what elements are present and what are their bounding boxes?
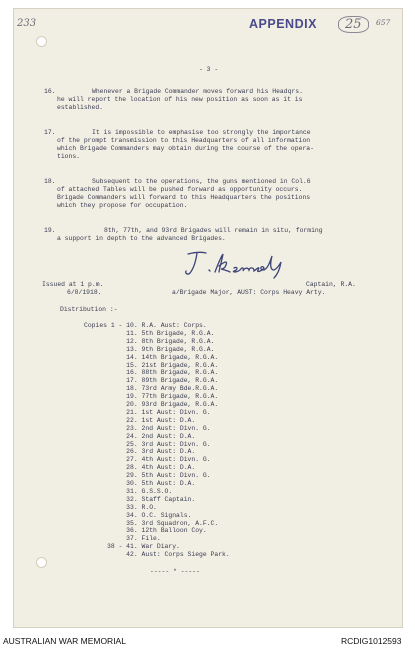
distribution-entry: 23. 2nd Aust: Divn. G. [84, 424, 211, 432]
handwritten-ref-small: 657 [376, 18, 391, 27]
distribution-entry: 28. 4th Aust: D.A. [84, 464, 196, 472]
paragraph-line: established. [57, 104, 104, 111]
distribution-entry: 20. 93rd Brigade, R.G.A. [84, 401, 219, 408]
handwritten-ref-right: 25 [338, 16, 369, 33]
punch-hole [36, 36, 47, 47]
paragraph-line: Brigade Commanders will forward to this Headquarters the positions [57, 194, 311, 201]
footer-record-id: RCDIG1012593 [341, 636, 402, 646]
distribution-entry: 26. 3rd Aust: D.A. [84, 448, 196, 456]
distribution-entry: 19. 77th Brigade, R.G.A. [84, 393, 219, 401]
paragraph-number: 17. [44, 129, 56, 136]
signature-role: a/Brigade Major, AUST: Corps Heavy Arty. [172, 289, 326, 296]
handwritten-signature [182, 248, 290, 280]
issued-time: Issued at 1 p.m. [42, 281, 104, 288]
paragraph-line: of the prompt transmission to this Headquarters of all information [57, 137, 311, 144]
paragraph-line: which they propose for occupation. [57, 202, 188, 209]
paragraph-number: 16. [44, 88, 56, 95]
page-number: - 3 - [199, 66, 219, 73]
appendix-label: APPENDIX [249, 17, 317, 31]
distribution-entry: Copies 1 - 10. R.A. Aust: Corps. [84, 322, 207, 329]
paragraph-line: tions. [57, 153, 81, 160]
distribution-entry: 14. 14th Brigade, R.G.A. [84, 353, 219, 361]
signature-rank: Captain, R.A. [306, 281, 356, 288]
distribution-entry: 17. 89th Brigade, R.G.A. [84, 377, 219, 385]
distribution-entry: 35. 3rd Squadron, A.F.C. [84, 519, 219, 527]
paragraph-line: a support in depth to the advanced Brigades. [57, 235, 226, 242]
paragraph-line: he will report the location of his new position as soon as it is [57, 96, 303, 103]
distribution-entry: 33. R.O. [84, 503, 157, 511]
distribution-entry: 36. 12th Balloon Coy. [84, 527, 207, 535]
distribution-entry: 15. 21st Brigade, R.G.A. [84, 361, 219, 369]
distribution-entry: 18. 73rd Army Bde.R.G.A. [84, 385, 219, 393]
distribution-entry: 32. Staff Captain. [84, 495, 196, 503]
paragraph-line: 8th, 77th, and 93rd Brigades will remain in situ, forming [104, 227, 323, 234]
end-mark: ----- * ----- [150, 568, 200, 575]
distribution-entry: 21. 1st Aust: Divn. G. [84, 408, 211, 416]
distribution-entry: 27. 4th Aust: Divn. G. [84, 456, 211, 464]
distribution-entry: 38 - 41. War Diary. [84, 543, 180, 551]
distribution-entry: 13. 9th Brigade, R.G.A. [84, 345, 215, 353]
paragraph-number: 19. [44, 227, 56, 234]
distribution-entry: 12. 8th Brigade, R.G.A. [84, 337, 215, 345]
distribution-entry: 22. 1st Aust: D.A. [84, 416, 196, 424]
distribution-entry: 34. O.C. Signals. [84, 511, 192, 519]
distribution-entry: 31. G.S.S.O. [84, 487, 173, 495]
paragraph-line: Whenever a Brigade Commander moves forward his Headqrs. [92, 88, 303, 95]
footer-archive-name: AUSTRALIAN WAR MEMORIAL [3, 636, 126, 646]
distribution-entry: 25. 3rd Aust: Divn. G. [84, 440, 211, 448]
distribution-entry: 24. 2nd Aust: D.A. [84, 432, 196, 440]
paragraph-line: which Brigade Commanders may obtain during the course of the opera- [57, 145, 314, 152]
distribution-heading: Distribution :- [60, 306, 118, 313]
issued-date: 6/8/1918. [67, 289, 102, 296]
distribution-entry: 42. Aust: Corps Siege Park. [84, 551, 230, 559]
handwritten-ref-left: 233 [17, 18, 37, 29]
distribution-entry: 11. 5th Brigade, R.G.A. [84, 329, 215, 337]
paragraph-line: It is impossible to emphasise too strongly the importance [92, 129, 311, 136]
distribution-entry: 16. 88th Brigade, R.G.A. [84, 369, 219, 377]
paragraph-line: Subsequent to the operations, the guns mentioned in Col.6 [92, 178, 311, 185]
distribution-entry: 30. 5th Aust: D.A. [84, 480, 196, 487]
distribution-entry: 29. 5th Aust: Divn. G. [84, 472, 211, 480]
distribution-entry: 37. File. [84, 535, 161, 543]
punch-hole [36, 557, 47, 568]
paragraph-number: 18. [44, 178, 56, 185]
paragraph-line: of attached Tables will be pushed forward as opportunity occurs. [57, 186, 303, 193]
